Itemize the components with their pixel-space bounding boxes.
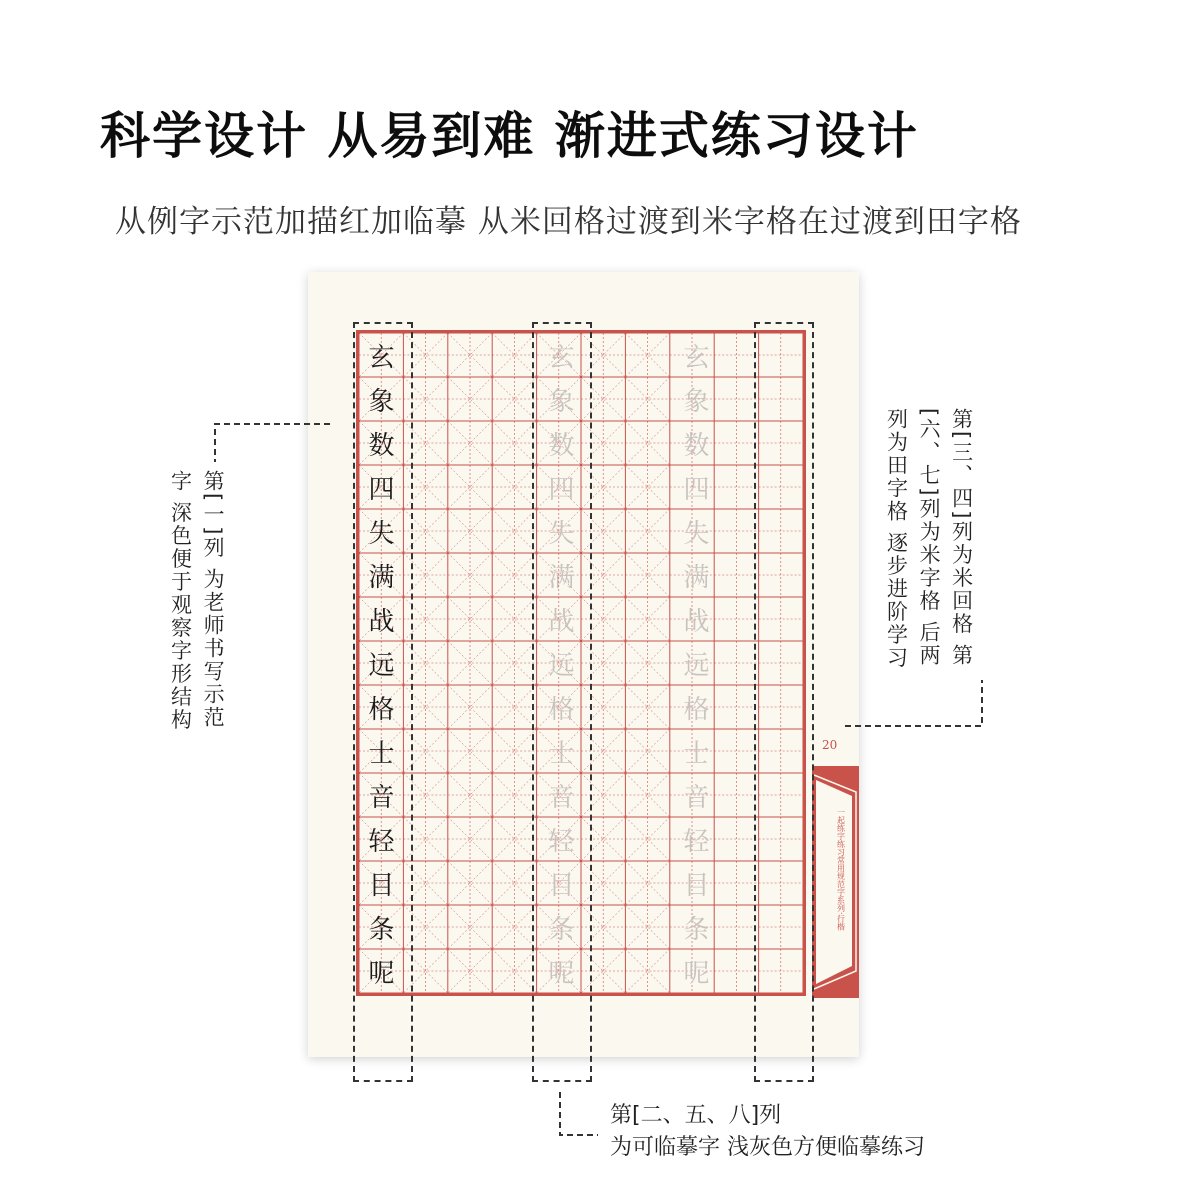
trace-character: 满 bbox=[683, 562, 710, 593]
column-8-trace bbox=[674, 333, 719, 999]
trace-character: 士 bbox=[683, 738, 710, 769]
page-subtitle: 从例字示范加描红加临摹 从米回格过渡到米字格在过渡到田字格 bbox=[115, 204, 1022, 240]
trace-character: 格 bbox=[548, 694, 575, 725]
trace-character: 四 bbox=[683, 474, 710, 505]
example-character: 呢 bbox=[368, 958, 395, 989]
example-character: 四 bbox=[368, 474, 395, 505]
trace-character: 呢 bbox=[683, 958, 710, 989]
trace-character: 数 bbox=[683, 430, 710, 461]
example-character: 士 bbox=[368, 738, 395, 769]
page-title: 科学设计 从易到难 渐进式练习设计 bbox=[100, 107, 919, 165]
callout-right-line-4: 逐步进阶学习 bbox=[884, 531, 909, 670]
trace-character: 象 bbox=[548, 386, 575, 417]
example-character: 玄 bbox=[368, 342, 395, 373]
trace-character: 格 bbox=[683, 694, 710, 725]
example-character: 目 bbox=[368, 870, 395, 901]
callout-right-line-3: 后两列为田字格 bbox=[884, 408, 942, 668]
callout-right-line-2: 第[六、七]列为米字格 bbox=[917, 408, 974, 668]
callout-right-line-1: 第[三、四]列为米回格 bbox=[949, 408, 974, 636]
callout-left-line-1: 第[一]列 bbox=[201, 470, 226, 560]
trace-character: 失 bbox=[683, 518, 710, 549]
trace-character: 轻 bbox=[683, 826, 710, 857]
trace-character: 音 bbox=[683, 782, 710, 813]
highlight-column-8 bbox=[754, 322, 814, 1082]
callout-right bbox=[880, 408, 978, 678]
trace-character: 象 bbox=[683, 386, 710, 417]
page-number: 20 bbox=[822, 738, 838, 752]
example-character: 战 bbox=[368, 606, 395, 637]
spine-text: 一起练字练习常用规范字系列·行楷 bbox=[836, 808, 846, 931]
trace-character: 数 bbox=[548, 430, 575, 461]
highlight-column-1 bbox=[353, 322, 413, 1082]
trace-character: 玄 bbox=[548, 342, 575, 373]
example-character: 条 bbox=[368, 914, 395, 945]
trace-character: 玄 bbox=[683, 342, 710, 373]
callout-bottom-line-1: 第[二、五、八]列 bbox=[610, 1103, 782, 1128]
trace-character: 目 bbox=[548, 870, 575, 901]
trace-character: 条 bbox=[683, 914, 710, 945]
callout-bottom bbox=[610, 1100, 925, 1164]
callout-bottom-line-2: 为可临摹字 浅灰色方便临摹练习 bbox=[610, 1134, 925, 1160]
trace-character: 战 bbox=[548, 606, 575, 637]
trace-character: 呢 bbox=[548, 958, 575, 989]
example-character: 数 bbox=[368, 430, 395, 461]
trace-character: 目 bbox=[683, 870, 710, 901]
example-character: 轻 bbox=[368, 826, 395, 857]
example-character: 满 bbox=[368, 562, 395, 593]
example-character: 远 bbox=[368, 650, 395, 681]
trace-character: 音 bbox=[548, 782, 575, 813]
trace-character: 满 bbox=[548, 562, 575, 593]
example-character: 格 bbox=[368, 694, 395, 725]
trace-character: 士 bbox=[548, 738, 575, 769]
highlight-column-5 bbox=[532, 322, 592, 1082]
example-character: 音 bbox=[368, 782, 395, 813]
callout-left-line-2: 为老师书写示范字 bbox=[168, 470, 226, 730]
trace-character: 战 bbox=[683, 606, 710, 637]
trace-character: 远 bbox=[683, 650, 710, 681]
callout-left-line-3: 深色便于观察字形结构 bbox=[168, 501, 193, 732]
trace-character: 远 bbox=[548, 650, 575, 681]
example-character: 象 bbox=[368, 386, 395, 417]
trace-character: 轻 bbox=[548, 826, 575, 857]
trace-character: 失 bbox=[548, 518, 575, 549]
callout-left bbox=[164, 470, 229, 740]
trace-character: 条 bbox=[548, 914, 575, 945]
trace-character: 四 bbox=[548, 474, 575, 505]
example-character: 失 bbox=[368, 518, 395, 549]
